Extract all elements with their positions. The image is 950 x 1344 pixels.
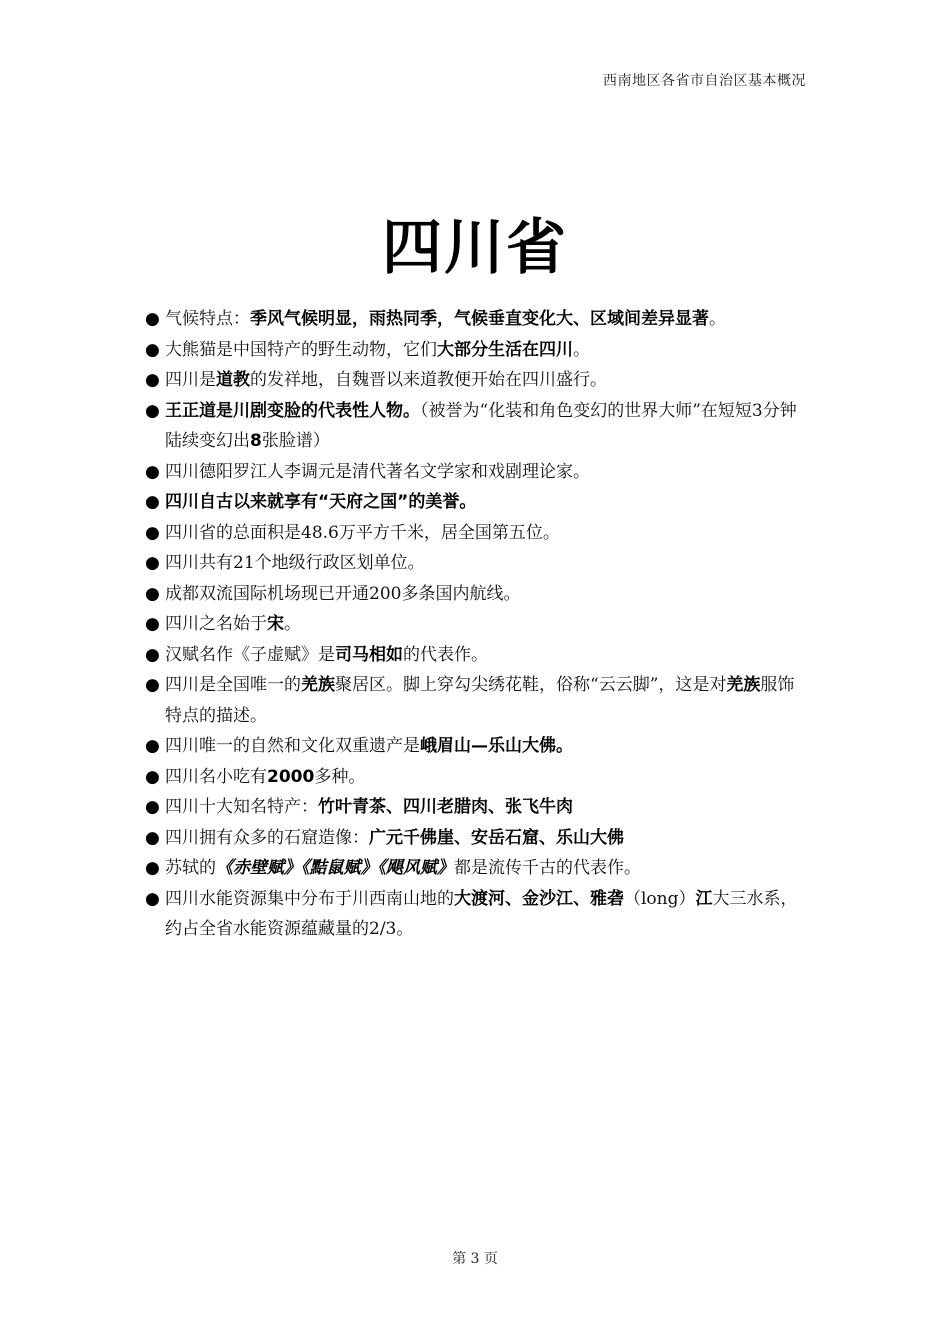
emphasis-text: 羌族 bbox=[726, 675, 761, 695]
emphasis-text: 季风气候明显，雨热同季，气候垂直变化大、区域间差异显著 bbox=[250, 309, 709, 329]
item-text: 四川唯一的自然和文化双重遗产是 bbox=[165, 736, 420, 756]
bullet-icon: ● bbox=[145, 614, 160, 634]
page-number: 第 3 页 bbox=[452, 1251, 498, 1267]
item-text: 。 bbox=[709, 309, 726, 329]
emphasis-text: 峨眉山—乐山大佛。 bbox=[420, 736, 573, 756]
list-item bbox=[145, 609, 810, 640]
bullet-icon: ● bbox=[145, 339, 160, 360]
item-text: 四川共有21个地级行政区划单位。 bbox=[165, 553, 425, 573]
bullet-icon: ● bbox=[145, 370, 160, 390]
list-item bbox=[145, 548, 810, 579]
bullet-icon: ● bbox=[145, 461, 160, 482]
list-item bbox=[145, 304, 810, 335]
emphasis-text: 大渡河、金沙江、雅砻 bbox=[454, 888, 624, 909]
item-text: 大熊猫是中国特产的野生动物，它们 bbox=[165, 339, 437, 360]
item-text: 四川名小吃有 bbox=[165, 766, 267, 787]
item-text: （long） bbox=[624, 888, 696, 909]
bullet-icon: ● bbox=[145, 736, 160, 756]
list-item bbox=[145, 762, 810, 793]
list-item bbox=[145, 823, 810, 854]
item-text: 四川省的总面积是48.6万平方千米，居全国第五位。 bbox=[165, 522, 560, 543]
item-text: 的代表作。 bbox=[403, 644, 488, 665]
emphasis-text: 8 bbox=[250, 431, 262, 451]
bullet-icon: ● bbox=[145, 797, 160, 817]
bullet-icon: ● bbox=[145, 492, 160, 512]
item-text: 。 bbox=[284, 614, 301, 634]
list-item bbox=[145, 365, 810, 396]
list-item bbox=[145, 457, 810, 488]
item-text: 苏轼的 bbox=[165, 858, 216, 878]
bullet-icon: ● bbox=[145, 522, 160, 543]
page-title: 四川省 bbox=[382, 213, 568, 283]
item-text: 都是流传千古的代表作。 bbox=[454, 858, 641, 878]
emphasis-text: 四川自古以来就享有“天府之国”的美誉。 bbox=[165, 492, 477, 512]
emphasis-text: 大部分生活在四川 bbox=[437, 339, 573, 360]
item-text: 四川十大知名特产： bbox=[165, 797, 318, 817]
item-text: 四川水能资源集中分布于川西南山地的 bbox=[165, 888, 454, 909]
bullet-icon: ● bbox=[145, 553, 160, 573]
list-item bbox=[145, 518, 810, 549]
list-item bbox=[145, 487, 810, 518]
item-text: 成都双流国际机场现已开通200多条国内航线。 bbox=[165, 583, 521, 604]
item-text: 四川是全国唯一的 bbox=[165, 675, 301, 695]
emphasis-text: 王正道是川剧变脸的代表性人物。 bbox=[165, 400, 420, 421]
list-item bbox=[145, 640, 810, 671]
emphasis-text: 广元千佛崖、安岳石窟、乐山大佛 bbox=[369, 827, 624, 848]
bullet-icon: ● bbox=[145, 858, 160, 878]
bullet-icon: ● bbox=[145, 766, 160, 787]
item-text: 聚居区。脚上穿勾尖绣花鞋，俗称“云云脚”，这是对 bbox=[335, 675, 727, 695]
emphasis-text: 《赤壁赋》《黠鼠赋》《飓风赋》 bbox=[216, 858, 454, 878]
list-item bbox=[145, 396, 810, 457]
item-text: 气候特点： bbox=[165, 309, 250, 329]
list-item bbox=[145, 792, 810, 823]
item-text: 四川德阳罗江人李调元是清代著名文学家和戏剧理论家。 bbox=[165, 461, 590, 482]
item-text: 四川拥有众多的石窟造像： bbox=[165, 827, 369, 848]
bullet-icon: ● bbox=[145, 675, 160, 695]
running-header: 西南地区各省市自治区基本概况 bbox=[603, 73, 806, 89]
item-text: 服饰特点的描述。 bbox=[165, 675, 795, 726]
bullet-icon: ● bbox=[145, 583, 160, 604]
item-text: 大三水系，约占全省水能资源蕴藏量的2/3。 bbox=[165, 888, 798, 939]
bullet-icon: ● bbox=[145, 400, 160, 421]
bullet-icon: ● bbox=[145, 888, 160, 909]
bullet-icon: ● bbox=[145, 644, 160, 665]
bullet-icon: ● bbox=[145, 827, 160, 848]
list-item bbox=[145, 853, 810, 884]
emphasis-text: 竹叶青茶、四川老腊肉、张飞牛肉 bbox=[318, 797, 573, 817]
emphasis-text: 道教 bbox=[216, 370, 250, 390]
item-text: 。 bbox=[573, 339, 590, 360]
list-item bbox=[145, 670, 810, 731]
fact-list bbox=[145, 304, 810, 945]
item-text: 四川是 bbox=[165, 370, 216, 390]
list-item bbox=[145, 579, 810, 610]
item-text: 的发祥地，自魏晋以来道教便开始在四川盛行。 bbox=[250, 370, 607, 390]
emphasis-text: 2000 bbox=[267, 766, 315, 787]
list-item bbox=[145, 335, 810, 366]
item-text: 张脸谱） bbox=[261, 431, 330, 451]
emphasis-text: 江 bbox=[695, 888, 713, 909]
emphasis-text: 宋 bbox=[267, 614, 284, 634]
item-text: 四川之名始于 bbox=[165, 614, 267, 634]
item-text: 汉赋名作《子虚赋》是 bbox=[165, 644, 335, 665]
item-text: 多种。 bbox=[314, 766, 366, 787]
item-text: （被誉为“化装和角色变幻的世界大师”在短短3分钟陆续变幻出 bbox=[165, 400, 797, 451]
list-item bbox=[145, 731, 810, 762]
list-item bbox=[145, 884, 810, 945]
emphasis-text: 司马相如 bbox=[335, 644, 403, 665]
bullet-icon: ● bbox=[145, 309, 160, 329]
emphasis-text: 羌族 bbox=[301, 675, 335, 695]
